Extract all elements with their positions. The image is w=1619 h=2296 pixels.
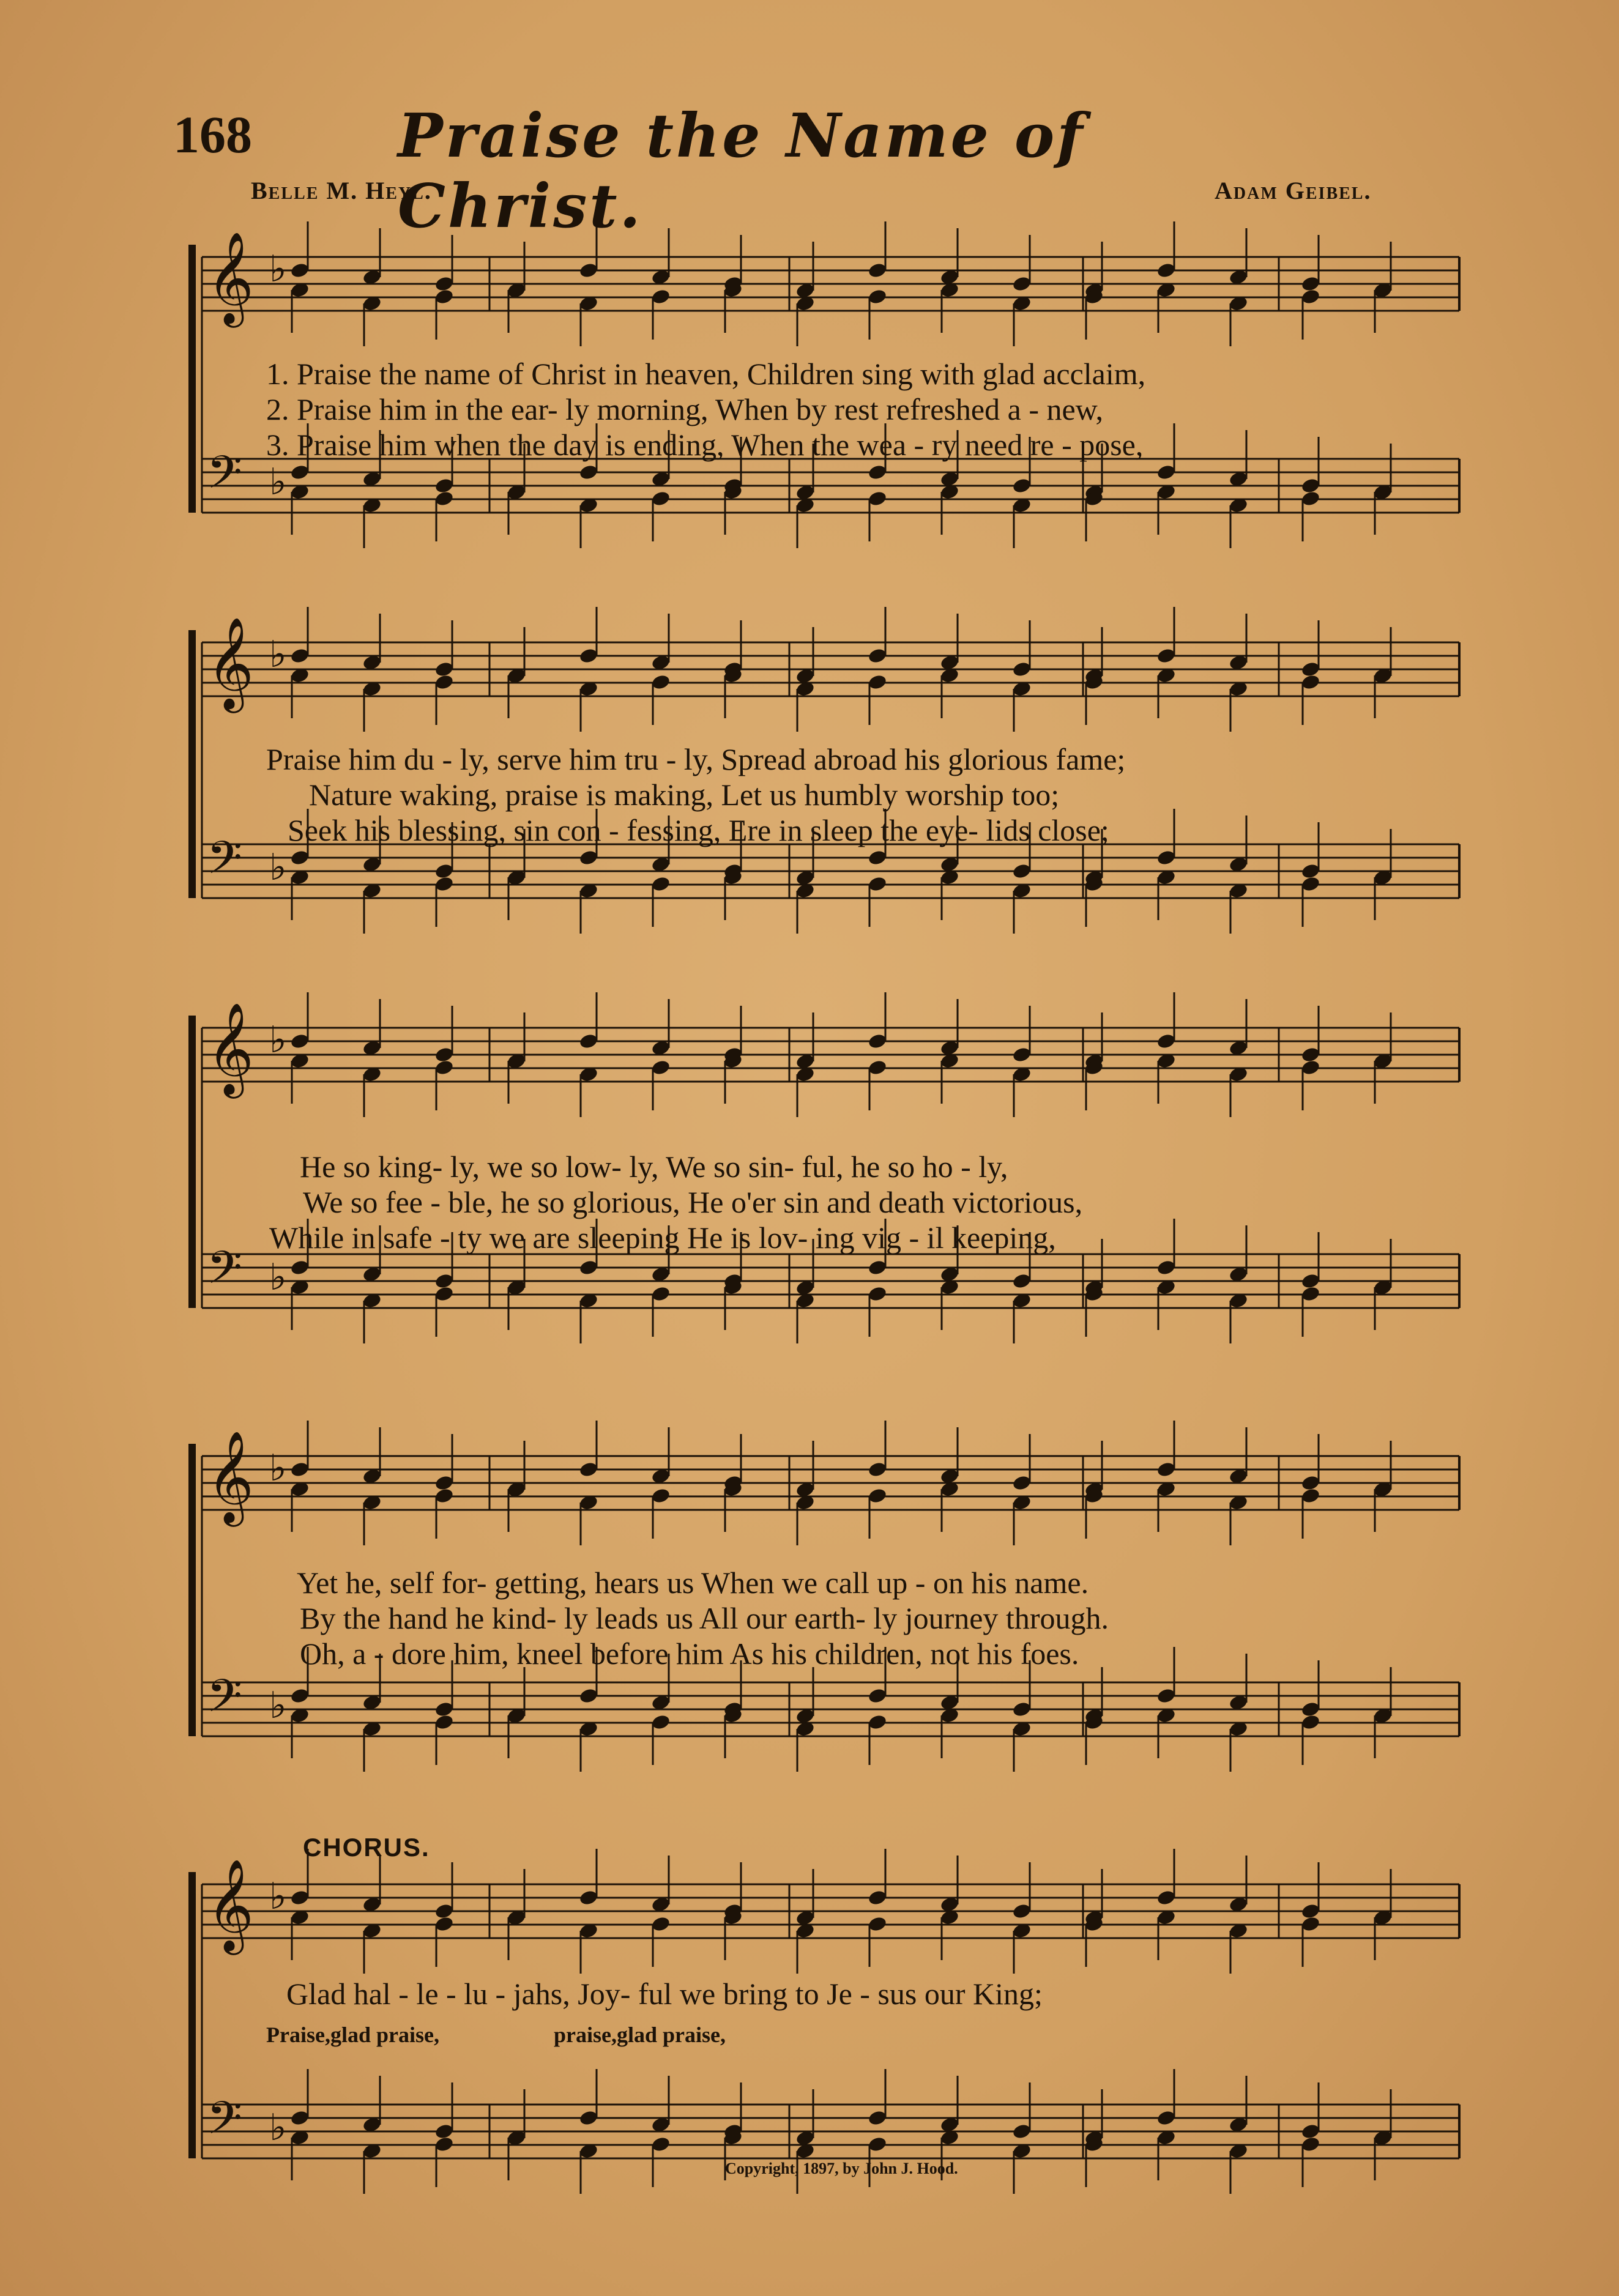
svg-text:♭: ♭: [269, 1019, 287, 1061]
svg-text:𝄞: 𝄞: [207, 231, 254, 324]
music-system-chorus: [177, 1829, 1468, 2209]
svg-text:𝄢: 𝄢: [207, 831, 242, 896]
verse-line-3: Oh, a - dore him, kneel before him As his children, not his foes.: [300, 1637, 1079, 1671]
svg-text:𝄞: 𝄞: [207, 1858, 254, 1951]
svg-text:𝄢: 𝄢: [207, 2092, 242, 2156]
svg-text:𝄞: 𝄞: [207, 1001, 254, 1094]
svg-text:♭: ♭: [269, 1256, 287, 1299]
verse-line-2: 2. Praise him in the ear- ly morning, When by rest refreshed a - new,: [266, 392, 1104, 426]
chorus-label: CHORUS.: [303, 1833, 430, 1862]
composer-credit: Adam Geibel.: [1215, 177, 1372, 204]
lyricist-credit: Belle M. Heyl.: [251, 177, 432, 204]
page-number: 168: [173, 105, 252, 164]
verse-line-2: We so fee - ble, he so glorious, He o'er sin and death victorious,: [303, 1185, 1083, 1219]
svg-text:𝄢: 𝄢: [207, 446, 242, 510]
copyright-notice: Copyright, 1897, by John J. Hood.: [725, 2160, 958, 2177]
staff-graphic: [177, 1829, 1468, 2209]
verse-line-2: By the hand he kind- ly leads us All our earth- ly journey through.: [300, 1601, 1109, 1635]
verse-line-2: Nature waking, praise is making, Let us humbly worship too;: [309, 778, 1060, 812]
chorus-lyric: Glad hal - le - lu - jahs, Joy- ful we bring to Je - sus our King;: [286, 1977, 1043, 2011]
music-system-1: [177, 220, 1468, 563]
alto-lyric-2: praise,glad praise,: [554, 2023, 726, 2047]
svg-text:♭: ♭: [269, 1447, 287, 1490]
svg-text:𝄢: 𝄢: [207, 1670, 242, 1734]
svg-text:♭: ♭: [269, 846, 287, 889]
svg-text:♭: ♭: [269, 2106, 287, 2149]
verse-line-1: Praise him du - ly, serve him tru - ly, Spread abroad his glorious fame;: [266, 742, 1126, 776]
verse-line-3: Seek his blessing, sin con - fessing, Ere in sleep the eye- lids close;: [288, 813, 1109, 847]
verse-line-1: 1. Praise the name of Christ in heaven, Children sing with glad acclaim,: [266, 357, 1146, 391]
svg-text:♭: ♭: [269, 1684, 287, 1727]
hymn-title: Praise the Name of Christ.: [398, 101, 1085, 242]
svg-text:♭: ♭: [269, 461, 287, 503]
svg-text:𝄞: 𝄞: [207, 616, 254, 709]
svg-text:𝄞: 𝄞: [207, 1430, 254, 1523]
verse-line-3: 3. Praise him when the day is ending, When the wea - ry need re - pose,: [266, 428, 1144, 462]
music-system-2: [177, 606, 1468, 948]
music-system-4: [177, 1419, 1468, 1786]
music-system-3: [177, 991, 1468, 1358]
svg-text:♭: ♭: [269, 248, 287, 291]
verse-line-1: He so king- ly, we so low- ly, We so sin- ful, he so ho - ly,: [300, 1150, 1008, 1184]
svg-text:♭: ♭: [269, 1875, 287, 1918]
verse-line-1: Yet he, self for- getting, hears us When we call up - on his name.: [297, 1566, 1089, 1600]
alto-lyric-1: Praise,glad praise,: [266, 2023, 439, 2047]
verse-line-3: While in safe - ty we are sleeping He is lov- ing vig - il keeping,: [269, 1220, 1056, 1255]
svg-text:𝄢: 𝄢: [207, 1241, 242, 1306]
svg-text:♭: ♭: [269, 633, 287, 676]
